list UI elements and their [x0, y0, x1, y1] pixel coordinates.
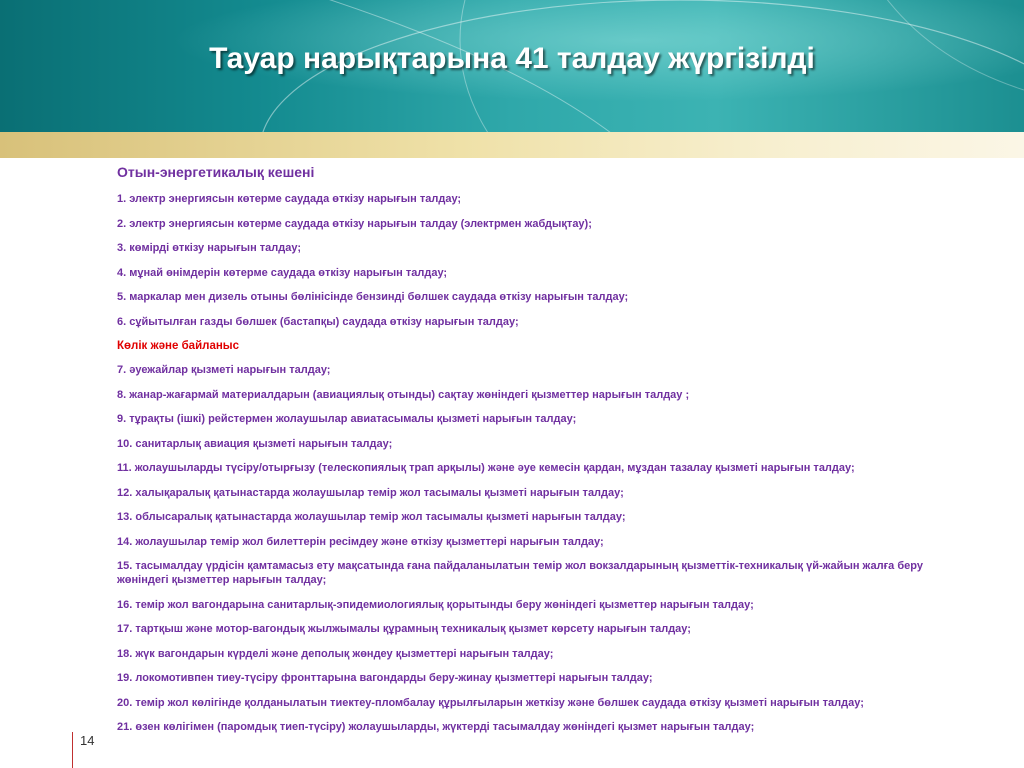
list-item: 17. тартқыш және мотор-вагондық жылжымалы құрамның техникалық қызмет көрсету нарығын талдау;	[117, 623, 691, 635]
list-item: 12. халықаралық қатынастарда жолаушылар темір жол тасымалы қызметі нарығын талдау;	[117, 486, 624, 499]
list-item: 1. электр энергиясын көтерме саудада өткізу нарығын талдау;	[117, 193, 462, 205]
list-item: 19. локомотивпен тиеу-түсіру фронттарына вагондарды беру-жинау қызметтері нарығын талдау;	[117, 672, 653, 684]
list-item: 21. өзен көлігімен (паромдық тиеп-түсіру) жолаушыларды, жүктерді тасымалдау жөніндегі қызмет нарығын талдау;	[117, 721, 755, 733]
list-item: 15. тасымалдау үрдісін қамтамасыз ету мақсатында ғана пайдаланылатын темір жол вокзалдарының қызметтік-техникалық үй-жайын жалға беру жөніндегі қызметтер нарығын талдау;	[117, 560, 923, 586]
list-item: 4. мұнай өнімдерін көтерме саудада өткізу нарығын талдау;	[117, 266, 448, 279]
list-item: 9. тұрақты (ішкі) рейстермен жолаушылар авиатасымалы қызметі нарығын талдау;	[117, 413, 577, 425]
list-item: 8. жанар-жағармай материалдарын (авиациялық отынды) сақтау жөніндегі қызметтер нарығын талдау ;	[117, 388, 690, 401]
page-number: 14	[80, 733, 95, 748]
list-item: 6. сұйытылған газды бөлшек (бастапқы) саудада өткізу нарығын талдау;	[117, 315, 519, 328]
list-item: 3. көмірді өткізу нарығын талдау;	[117, 242, 302, 254]
list-item: 14. жолаушылар темір жол билеттерін ресімдеу және өткізу қызметтері нарығын талдау;	[117, 535, 604, 548]
content-list	[117, 164, 947, 745]
list-item: 13. облысаралық қатынастарда жолаушылар темір жол тасымалы қызметі нарығын талдау;	[117, 511, 626, 523]
page-number-divider	[72, 732, 73, 768]
list-item: 18. жүк вагондарын күрделі және деполық жөндеу қызметтері нарығын талдау;	[117, 647, 554, 660]
slide-title: Тауар нарықтарына 41 талдау жүргізілді	[209, 42, 815, 75]
list-item: 7. әуежайлар қызметі нарығын талдау;	[117, 364, 331, 376]
list-item: 2. электр энергиясын көтерме саудада өткізу нарығын талдау (электрмен жабдықтау);	[117, 217, 592, 230]
list-item: 20. темір жол көлігінде қолданылатын тиектеу-пломбалау құрылғыларын жеткізу және бөлшек саудада өткізу қызметі нарығын талдау;	[117, 696, 864, 709]
list-item: 11. жолаушыларды түсіру/отырғызу (телескопиялық трап арқылы) және әуе кемесін қардан, мұздан тазалау қызметі нарығын талдау;	[117, 462, 855, 474]
gold-band	[0, 132, 1024, 158]
list-item: 5. маркалар мен дизель отыны бөлінісінде бензинді бөлшек саудада өткізу нарығын талдау;	[117, 291, 629, 303]
list-item: 10. санитарлық авиация қызметі нарығын талдау;	[117, 437, 393, 450]
list-item: 16. темір жол вагондарына санитарлық-эпидемиологиялық қорытынды беру жөніндегі қызметтер нарығын талдау;	[117, 598, 754, 611]
section-heading-energy: Отын-энергетикалық кешені	[117, 164, 315, 180]
section-heading-transport: Көлік және байланыс	[117, 340, 240, 352]
